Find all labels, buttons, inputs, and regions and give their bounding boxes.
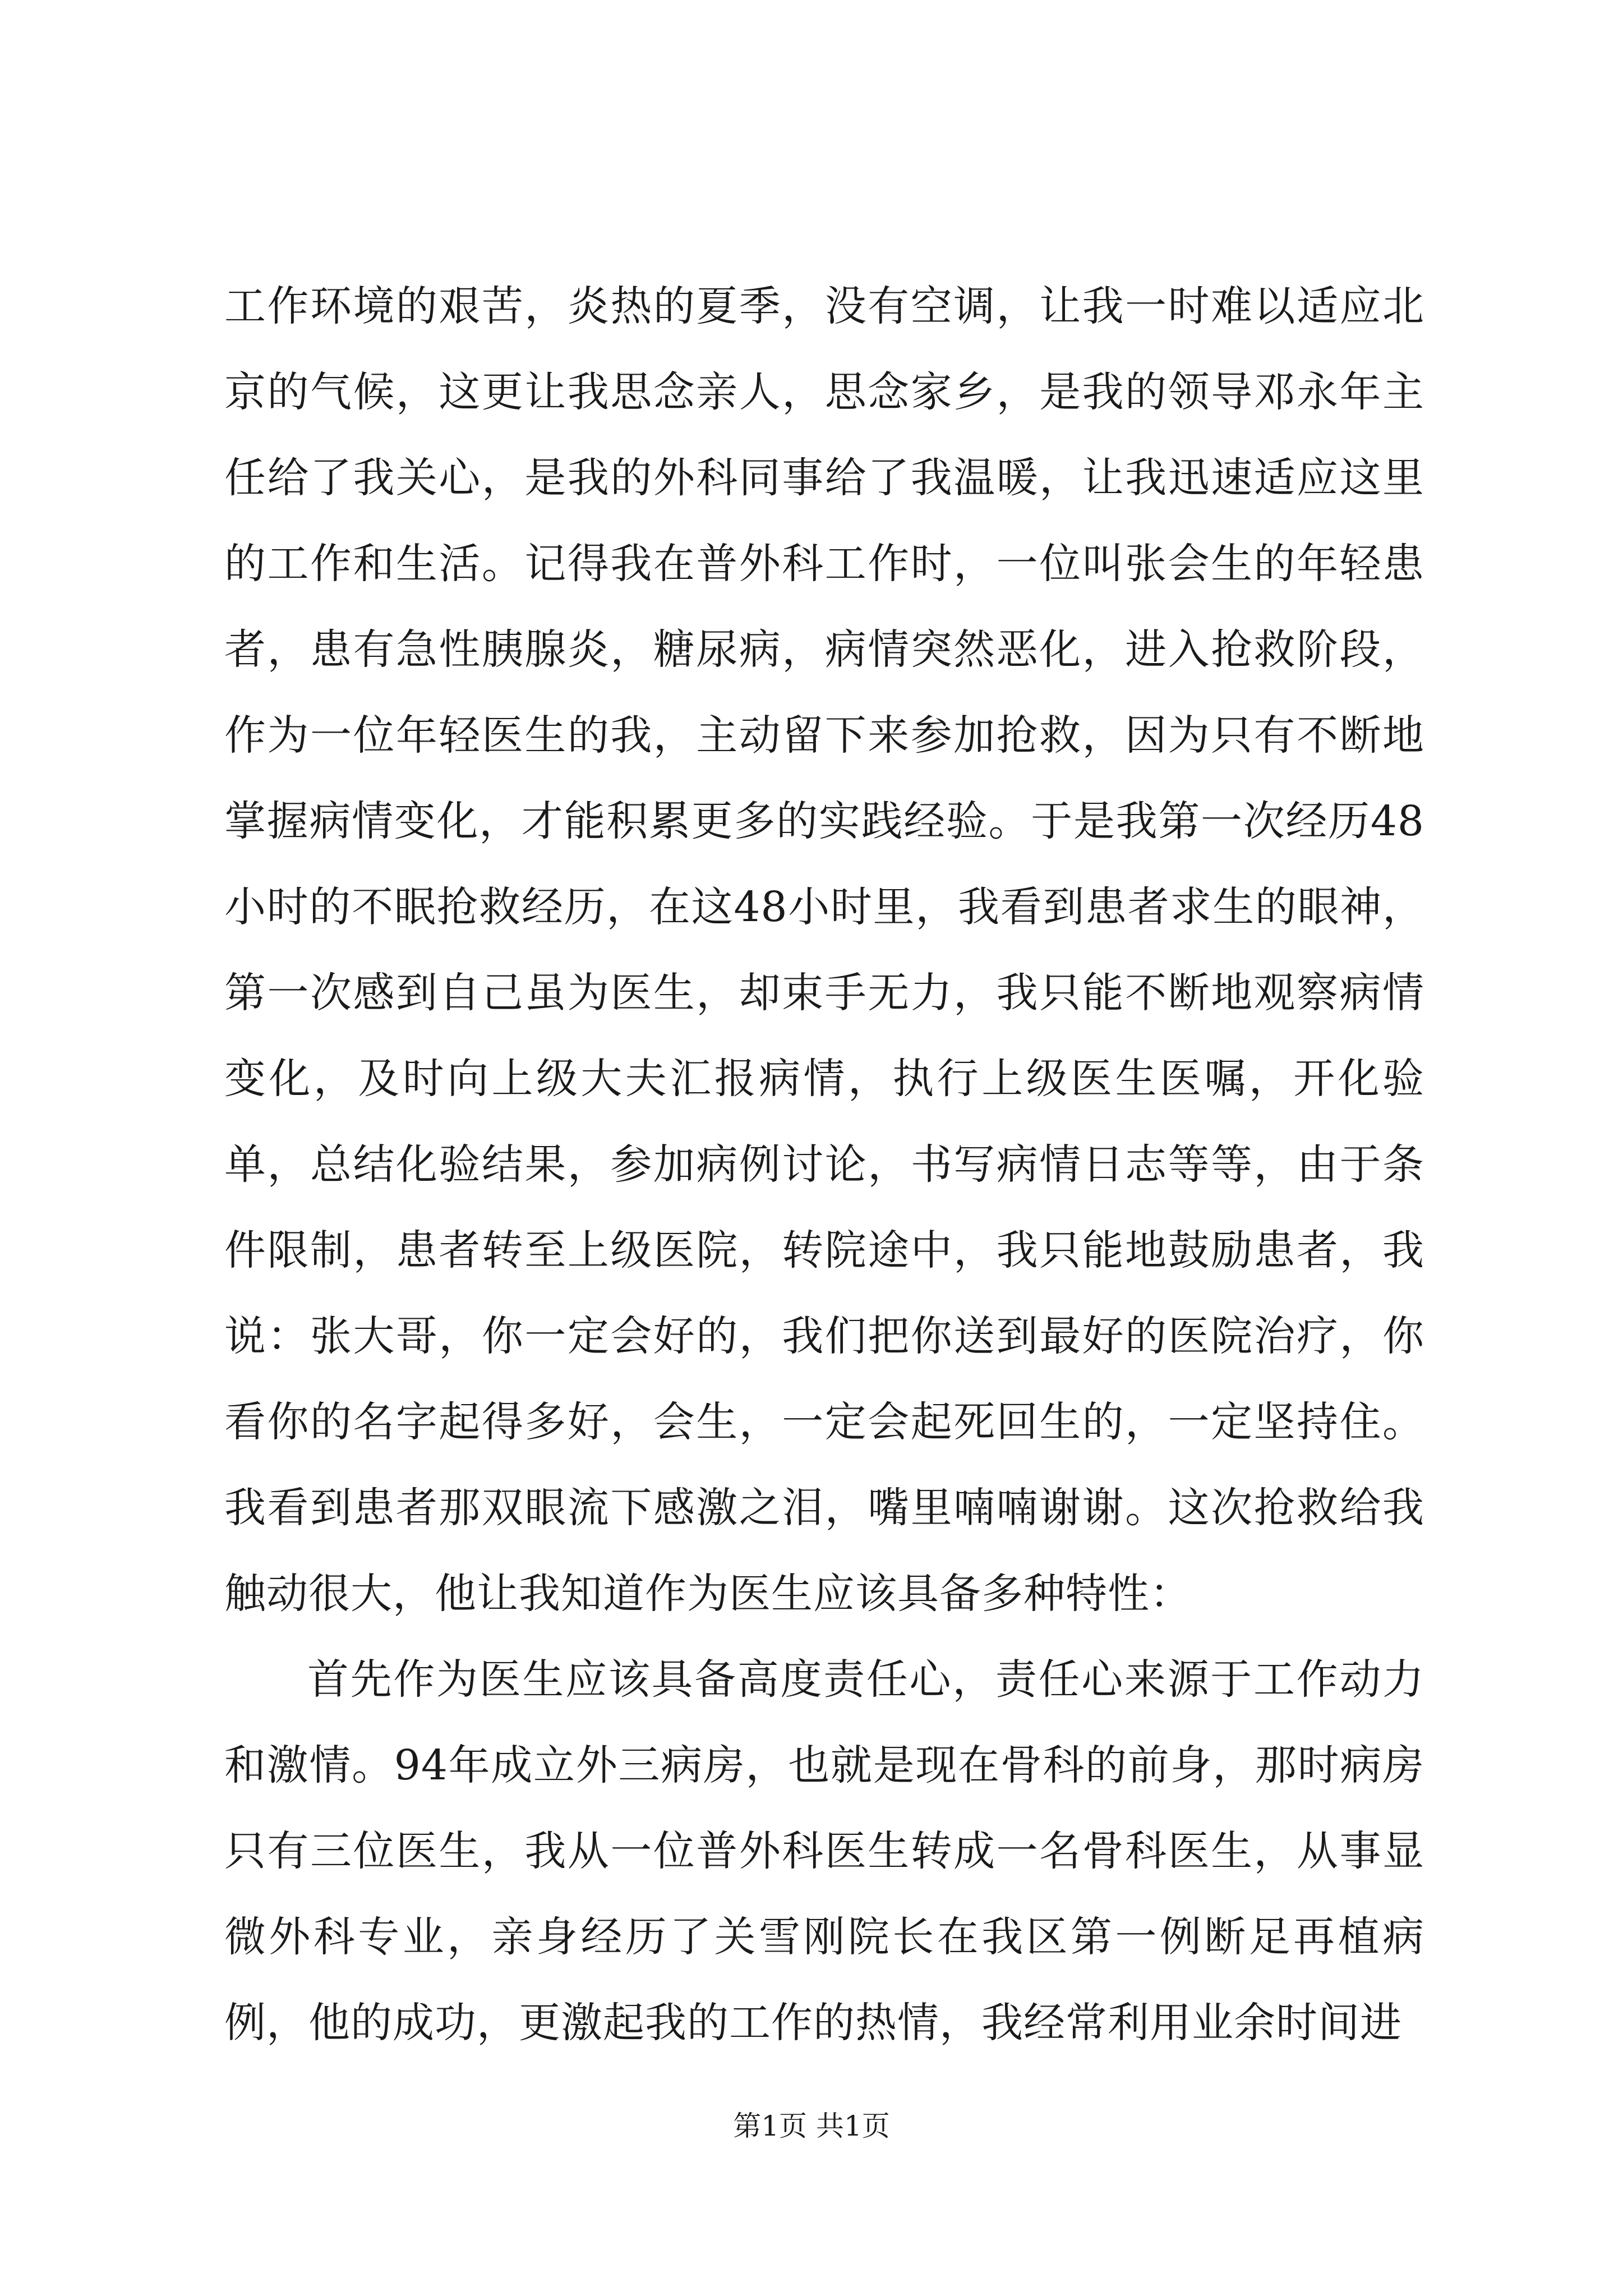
- document-body: [224, 264, 1424, 2066]
- paragraph-2: 首先作为医生应该具备高度责任心，责任心来源于工作动力和激情。94年成立外三病房，也就是现在骨科的前身，那时病房只有三位医生，我从一位普外科医生转成一名骨科医生，从事显微外科专业，亲身经历了关雪刚院长在我区第一例断足再植病例，他的成功，更激起我的工作的热情，我经常利用业余时间进: [224, 1655, 1424, 2047]
- page-footer: 第1页 共1页: [733, 2110, 890, 2142]
- paragraph-1: 工作环境的艰苦，炎热的夏季，没有空调，让我一时难以适应北京的气候，这更让我思念亲人，思念家乡，是我的领导邓永年主任给了我关心，是我的外科同事给了我温暖，让我迅速适应这里的工作和生活。记得我在普外科工作时，一位叫张会生的年轻患者，患有急性胰腺炎，糖尿病，病情突然恶化，进入抢救阶段，作为一位年轻医生的我，主动留下来参加抢救，因为只有不断地掌握病情变化，才能积累更多的实践经验。于是我第一次经历48小时的不眠抢救经历，在这48小时里，我看到患者求生的眼神，第一次感到自己虽为医生，却束手无力，我只能不断地观察病情变化，及时向上级大夫汇报病情，执行上级医生医嘱，开化验单，总结化验结果，参加病例讨论，书写病情日志等等，由于条件限制，患者转至上级医院，转院途中，我只能地鼓励患者，我说：张大哥，你一定会好的，我们把你送到最好的医院治疗，你看你的名字起得多好，会生，一定会起死回生的，一定坚持住。我看到患者那双眼流下感激之泪，嘴里喃喃谢谢。这次抢救给我触动很大，他让我知道作为医生应该具备多种特性：: [224, 282, 1424, 1618]
